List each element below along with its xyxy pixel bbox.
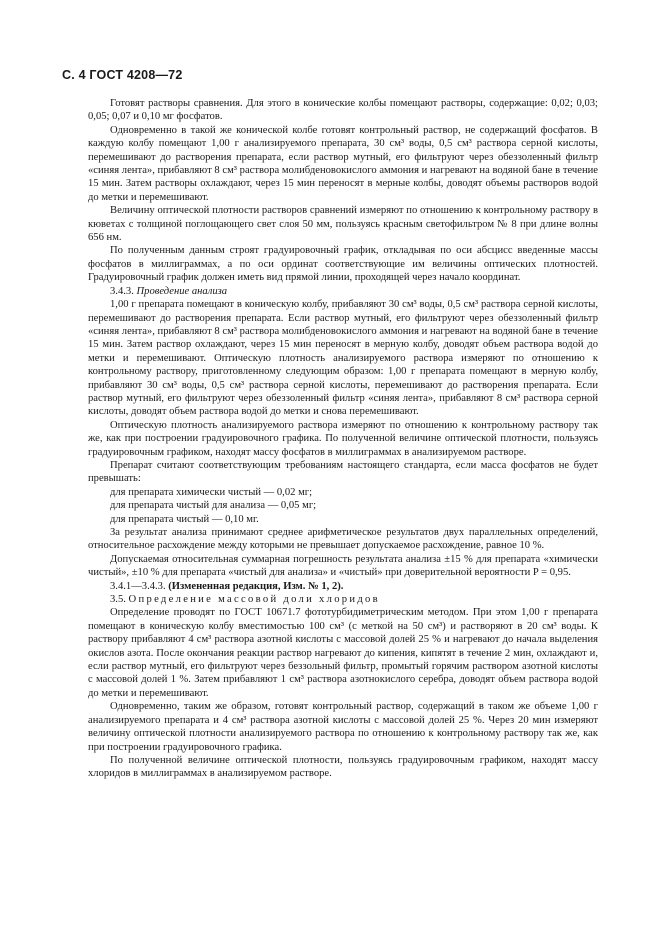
- paragraph-chlorides-method: Определение проводят по ГОСТ 10671.7 фототурбидиметрическим методом. При этом 1,00 г препарата помещают в коническую колбу вместимостью 100 см³ (с меткой на 50 см³) и растворяют в 20 см³ воды. К раствору прибавляют 4 см³ раствора азотной кислоты с массовой долей 25 % и нагревают до начала выделения окислов азота. После окончания реакции раствор нагревают до кипения, кипятят в течение 2 мин, охлаждают и, если раствор мутный, его фильтруют через беззольный фильтр, промытый горячим раствором азотной кислоты с массовой долей 1 %. Затем прибавляют 1 см³ раствора азотнокислого серебра, доводят объем раствора водой до метки и перемешивают.: [88, 607, 598, 699]
- section-number: 3.4.3.: [110, 285, 134, 297]
- paragraph-error: Допускаемая относительная суммарная погрешность результата анализа ±15 % для препарата «химически чистый», ±10 % для препарата «чистый для анализа» и «чистый» при доверительной вероятности P = 0,95.: [88, 553, 598, 579]
- paragraph-comparison-solutions: Готовят растворы сравнения. Для этого в конические колбы помещают растворы, содержащие: 0,02; 0,03; 0,05; 0,07 и 0,10 мг фосфатов.: [88, 98, 598, 123]
- section-title: Определение массовой доли хлоридов: [128, 594, 380, 606]
- paragraph-requirements: Препарат считают соответствующим требованиям настоящего стандарта, если масса фосфатов не будет превышать:: [88, 459, 598, 485]
- amendment-text: (Измененная редакция, Изм. № 1, 2).: [168, 580, 344, 592]
- paragraph-calibration-graph: По полученным данным строят градуировочный график, откладывая по оси абсцисс введенные массы фосфатов в миллиграммах, а по оси ординат соответствующие им величины оптических плотностей. Градуировочный график должен иметь вид прямой линии, проходящей через начало координат.: [88, 245, 598, 284]
- document-body: [88, 97, 598, 781]
- section-title: Проведение анализа: [136, 285, 228, 297]
- paragraph-optical-density: Величину оптической плотности растворов сравнений измеряют по отношению к контрольному раствору в кюветах с толщиной поглощающего свет слоя 50 мм, пользуясь красным светофильтром № 8 при длине волны 656 нм.: [88, 205, 598, 244]
- paragraph-measure-density: Оптическую плотность анализируемого раствора измеряют по отношению к контрольному раствору так же, как при построении градуировочного графика. По полученной величине оптической плотности, пользуясь градуировочным графиком, находят массу фосфатов в миллиграммах в анализируемом растворе.: [88, 419, 598, 458]
- section-heading-343: [88, 285, 598, 298]
- paragraph-result: За результат анализа принимают среднее арифметическое результатов двух параллельных определений, относительное расхождение между которыми не превышает допускаемое расхождение, равное 10 %.: [88, 527, 598, 552]
- amendment-note: [88, 580, 598, 593]
- page-header: С. 4 ГОСТ 4208—72: [62, 68, 183, 82]
- paragraph-analysis-procedure: 1,00 г препарата помещают в коническую колбу, прибавляют 30 см³ воды, 0,5 см³ раствора серной кислоты, перемешивают до растворения препарата. Если раствор мутный, его фильтруют через обеззоленный фильтр «синяя лента», прибавляют 8 см³ раствора молибденовокислого аммония и нагревают на водяной бане в течение 15 мин. Затем раствор охлаждают, через 15 мин переносят в мерную колбу, доводят объем раствора водой до метки и перемешивают. Оптическую плотность анализируемого раствора измеряют по отношению к контрольному раствору, приготовленному следующим образом: 1,00 г препарата помещают в мерную колбу, прибавляют 30 см³ воды, 0,5 см³ раствора серной кислоты, перемешивают до растворения препарата. Если раствор мутный, его фильтруют через обеззоленный фильтр «синяя лента», прибавляют 8 см³ раствора серной кислоты, доводят объем раствора водой до метки и снова перемешивают.: [88, 299, 598, 418]
- paragraph-chlorides-result: По полученной величине оптической плотности, пользуясь градуировочным графиком, находят массу хлоридов в миллиграммах в анализируемом растворе.: [88, 754, 598, 780]
- paragraph-chlorides-control: Одновременно, таким же образом, готовят контрольный раствор, содержащий в таком же объеме 1,00 г анализируемого препарата и 4 см³ раствора азотной кислоты с массовой долей 25 %. Через 20 мин измеряют величину оптической плотности анализируемого раствора по отношению к контрольному раствору так же, как при построении градуировочного графика.: [88, 701, 598, 753]
- section-heading-35: [88, 593, 598, 606]
- list-item: для препарата химически чистый — 0,02 мг;: [110, 486, 313, 498]
- paragraph-control-solution: Одновременно в такой же конической колбе готовят контрольный раствор, не содержащий фосфатов. В каждую колбу помещают 1,00 г анализируемого препарата, 30 см³ воды, 0,5 см³ раствора серной кислоты, перемешивают до растворения препарата, если раствор мутный, его фильтруют через обеззоленный фильтр «синяя лента», прибавляют 8 см³ раствора молибденовокислого аммония и нагревают на водяной бане в течение 15 мин. Затем растворы охлаждают, через 15 мин переносят в мерные колбы, доводят объемы растворов водой до метки и перемешивают.: [88, 124, 598, 203]
- list-item: для препарата чистый — 0,10 мг.: [110, 513, 259, 525]
- list-item: для препарата чистый для анализа — 0,05 мг;: [110, 500, 317, 512]
- section-number: 3.5.: [110, 594, 126, 606]
- amendment-number: 3.4.1—3.4.3.: [110, 580, 166, 592]
